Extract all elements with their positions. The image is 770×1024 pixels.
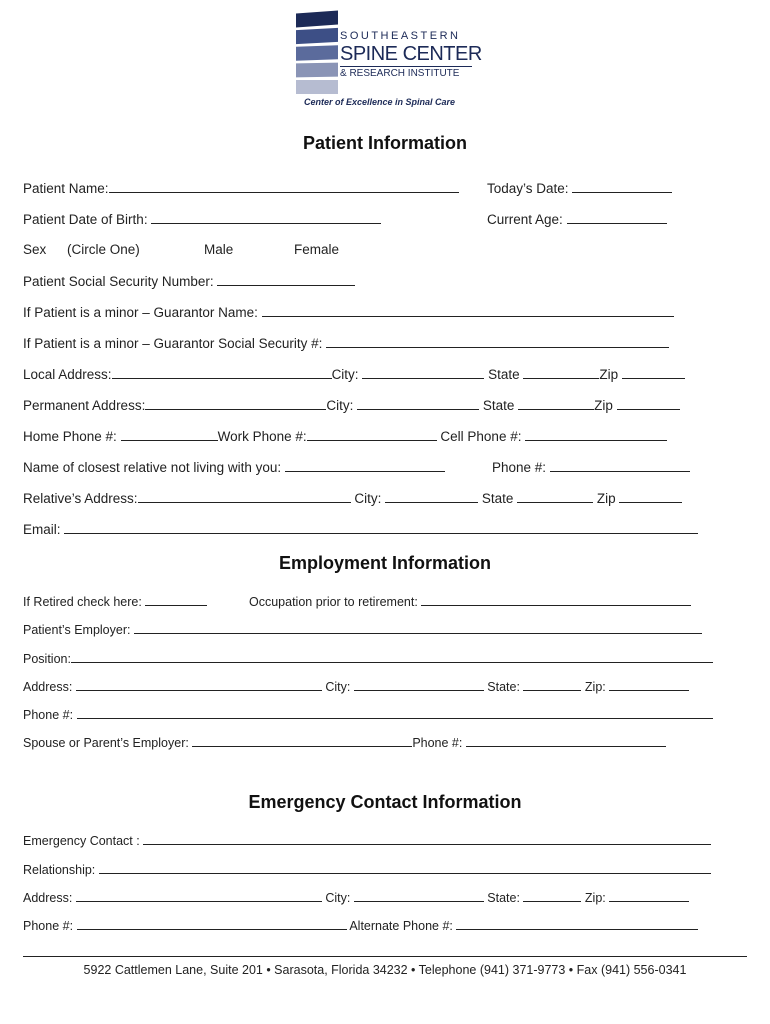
sex-label: Sex (23, 242, 47, 257)
emergency-address-label: Address: (23, 891, 73, 905)
patient-name-label: Patient Name: (23, 181, 109, 196)
relative-state-field[interactable] (517, 489, 593, 503)
employment-address-row (23, 677, 689, 696)
employment-phone-label: Phone #: (23, 708, 74, 722)
logo-tagline: Center of Excellence in Spinal Care (304, 97, 456, 107)
relative-zip-field[interactable] (619, 489, 682, 503)
occupation-field[interactable] (421, 592, 691, 606)
phones-row (23, 427, 667, 446)
clinic-logo (296, 10, 486, 110)
employment-state-label: State: (487, 680, 520, 694)
emergency-contact-row (23, 831, 711, 850)
emergency-contact-label: Emergency Contact : (23, 834, 140, 848)
home-phone-label: Home Phone #: (23, 429, 117, 444)
spouse-employer-label: Spouse or Parent’s Employer: (23, 736, 189, 750)
local-address-label: Local Address: (23, 367, 112, 382)
emergency-zip-label: Zip: (584, 891, 606, 905)
relationship-field[interactable] (99, 860, 711, 874)
permanent-zip-label: Zip (594, 398, 613, 413)
permanent-address-field[interactable] (145, 396, 326, 410)
todays-date-label: Today’s Date: (487, 181, 569, 196)
logo-line1: SOUTHEASTERN (340, 30, 461, 42)
relationship-row (23, 860, 711, 879)
relative-zip-label: Zip (596, 491, 616, 506)
employer-field[interactable] (134, 620, 702, 634)
dob-field[interactable] (151, 210, 381, 224)
local-zip-field[interactable] (622, 365, 685, 379)
relative-address-label: Relative’s Address: (23, 491, 138, 506)
emergency-city-field[interactable] (354, 888, 484, 902)
employment-zip-field[interactable] (609, 677, 689, 691)
current-age-label: Current Age: (487, 212, 563, 227)
current-age-field[interactable] (567, 210, 667, 224)
logo-bars-icon (296, 12, 338, 97)
circle-one-label: (Circle One) (67, 242, 140, 257)
guardian-ssn-label: If Patient is a minor – Guarantor Social Security #: (23, 336, 323, 351)
guardian-ssn-row (23, 334, 669, 353)
patient-name-row (23, 179, 459, 198)
emergency-city-label: City: (325, 891, 351, 905)
current-age-row (487, 210, 667, 229)
emergency-state-field[interactable] (523, 888, 581, 902)
logo-line2: SPINE CENTER (340, 43, 482, 65)
permanent-address-label: Permanent Address: (23, 398, 146, 413)
dob-row (23, 210, 381, 229)
emergency-address-row (23, 888, 689, 907)
todays-date-field[interactable] (572, 179, 672, 193)
logo-line3: & RESEARCH INSTITUTE (340, 66, 472, 79)
ssn-row (23, 272, 355, 291)
position-row (23, 649, 713, 668)
email-label: Email: (23, 522, 61, 537)
permanent-city-field[interactable] (357, 396, 479, 410)
employment-zip-label: Zip: (584, 680, 606, 694)
permanent-zip-field[interactable] (617, 396, 680, 410)
retired-field[interactable] (145, 592, 207, 606)
sex-row (23, 241, 46, 259)
sex-female-option[interactable]: Female (294, 242, 340, 257)
email-field[interactable] (64, 520, 698, 534)
alt-phone-label: Alternate Phone #: (349, 919, 453, 933)
work-phone-label: Work Phone #: (217, 429, 307, 444)
employment-city-label: City: (325, 680, 351, 694)
permanent-state-field[interactable] (518, 396, 594, 410)
closest-relative-field[interactable] (285, 458, 445, 472)
home-phone-field[interactable] (121, 427, 218, 441)
relative-state-label: State (481, 491, 514, 506)
ssn-field[interactable] (217, 272, 355, 286)
retired-row (23, 592, 207, 611)
relative-phone-row (492, 458, 690, 477)
guardian-name-label: If Patient is a minor – Guarantor Name: (23, 305, 258, 320)
relative-city-field[interactable] (385, 489, 478, 503)
emergency-section-title: Emergency Contact Information (248, 792, 522, 812)
relative-city-label: City: (354, 491, 382, 506)
occupation-row (249, 592, 691, 611)
patient-section-title: Patient Information (302, 133, 467, 153)
local-state-field[interactable] (523, 365, 599, 379)
employment-section-title: Employment Information (278, 553, 491, 573)
relative-phone-field[interactable] (550, 458, 690, 472)
employment-city-field[interactable] (354, 677, 484, 691)
employment-phone-field[interactable] (77, 705, 713, 719)
alt-phone-field[interactable] (456, 916, 698, 930)
local-city-label: City: (331, 367, 359, 382)
work-phone-field[interactable] (307, 427, 437, 441)
employment-state-field[interactable] (523, 677, 581, 691)
local-city-field[interactable] (362, 365, 484, 379)
local-zip-label: Zip (599, 367, 619, 382)
local-state-label: State (488, 367, 520, 382)
guardian-name-field[interactable] (262, 303, 674, 317)
employment-phone-row (23, 705, 713, 724)
employer-label: Patient’s Employer: (23, 623, 131, 637)
cell-phone-label: Cell Phone #: (440, 429, 522, 444)
emergency-contact-field[interactable] (143, 831, 711, 845)
guardian-ssn-field[interactable] (326, 334, 669, 348)
spouse-phone-label: Phone #: (412, 736, 463, 750)
relative-phone-label: Phone #: (492, 460, 547, 475)
emergency-state-label: State: (487, 891, 520, 905)
emergency-address-field[interactable] (76, 888, 322, 902)
spouse-employer-field[interactable] (192, 733, 412, 747)
dob-label: Patient Date of Birth: (23, 212, 148, 227)
spouse-phone-field[interactable] (466, 733, 666, 747)
employment-address-label: Address: (23, 680, 73, 694)
sex-male-option[interactable]: Male (204, 242, 234, 257)
relationship-label: Relationship: (23, 863, 96, 877)
permanent-city-label: City: (326, 398, 354, 413)
occupation-label: Occupation prior to retirement: (249, 595, 418, 609)
patient-name-field[interactable] (109, 179, 459, 193)
relative-address-row (23, 489, 682, 508)
emergency-zip-field[interactable] (609, 888, 689, 902)
emergency-phone-row (23, 916, 698, 935)
closest-relative-label: Name of closest relative not living with you: (23, 460, 282, 475)
local-address-field[interactable] (112, 365, 332, 379)
local-address-row (23, 365, 685, 384)
email-row (23, 520, 698, 539)
permanent-address-row (23, 396, 680, 415)
employment-address-field[interactable] (76, 677, 322, 691)
cell-phone-field[interactable] (525, 427, 667, 441)
guardian-name-row (23, 303, 674, 322)
employer-row (23, 620, 702, 639)
footer-address: 5922 Cattlemen Lane, Suite 201 • Sarasota, Florida 34232 • Telephone (941) 371-9773 • Fax (941) 556-0341 (83, 963, 687, 977)
footer-divider (23, 956, 747, 957)
retired-label: If Retired check here: (23, 595, 142, 609)
ssn-label: Patient Social Security Number: (23, 274, 214, 289)
relative-address-field[interactable] (138, 489, 351, 503)
permanent-state-label: State (482, 398, 515, 413)
position-field[interactable] (71, 649, 713, 663)
todays-date-row (487, 179, 672, 198)
emergency-phone-label: Phone #: (23, 919, 74, 933)
position-label: Position: (23, 652, 71, 666)
closest-relative-row (23, 458, 445, 477)
emergency-phone-field[interactable] (77, 916, 347, 930)
spouse-employer-row (23, 733, 666, 752)
